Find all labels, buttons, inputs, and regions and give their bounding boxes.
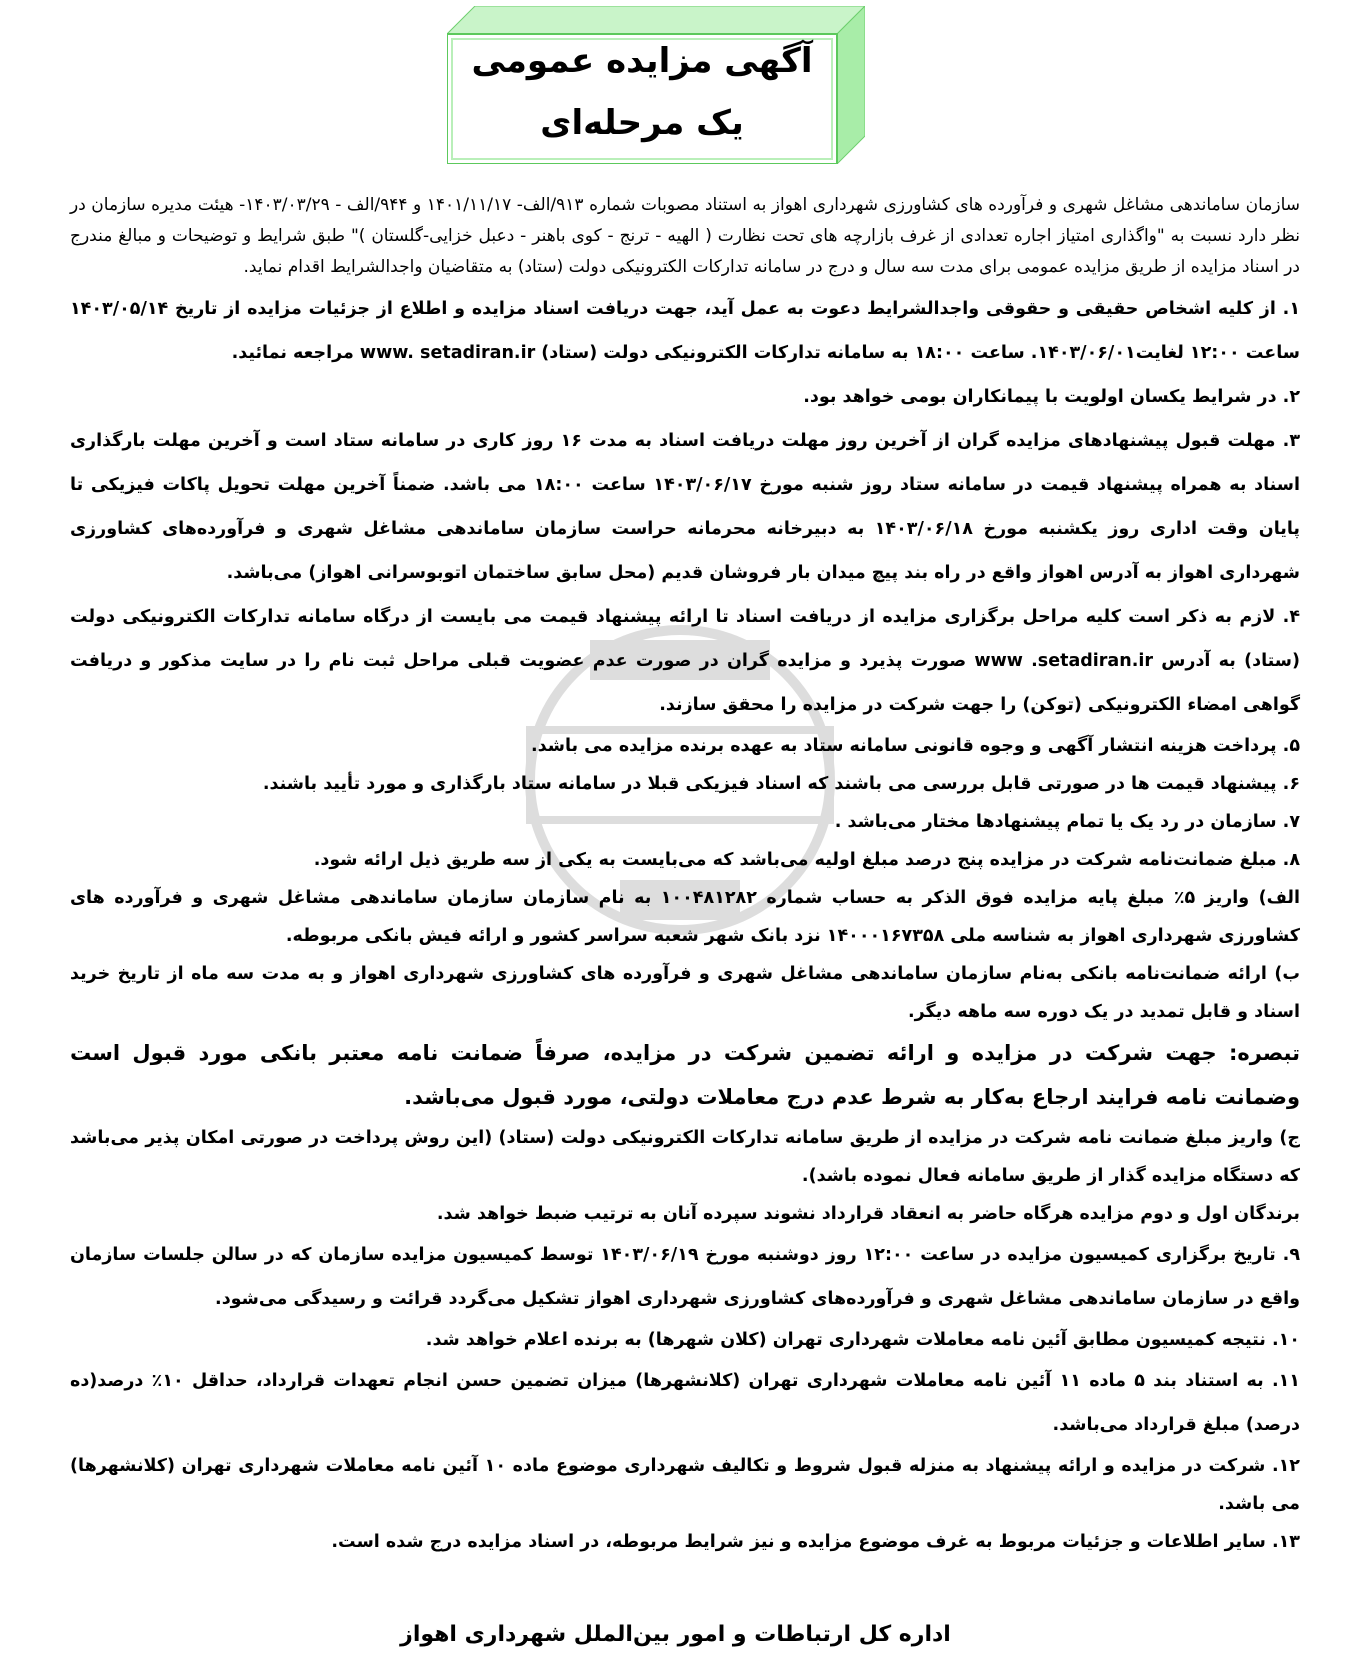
condition-item: ۱۳. سایر اطلاعات و جزئیات مربوط به غرف موضوع مزایده و نیز شرایط مربوطه، در اسناد مزایده درج شده است. — [331, 1532, 1300, 1552]
condition-item: ۷. سازمان در رد یک یا تمام پیشنهادها مختار می‌باشد . — [834, 812, 1300, 832]
footer-signature: اداره کل ارتباطات و امور بین‌الملل شهرداری اهواز — [400, 1622, 951, 1647]
title-line-2: یک مرحله‌ای — [540, 103, 744, 143]
condition-item: ۵. پرداخت هزینه انتشار آگهی و وجوه قانونی سامانه ستاد به عهده برنده مزایده می باشد. — [530, 736, 1300, 756]
guarantee-option-c: ج) واریز مبلغ ضمانت نامه شرکت در مزایده از طریق سامانه تدارکات الکترونیکی دولت (ستاد) (این روش پرداخت در صورتی امکان پذیر می‌باشد که دستگاه مزایده گذار از طریق سامانه فعال نموده باشد). — [70, 1128, 1300, 1186]
condition-item: ۱۲. شرکت در مزایده و ارائه پیشنهاد به منزله قبول شروط و تکالیف شهرداری موضوع ماده ۱۰ آئین نامه معاملات شهرداری تهران (کلانشهرها) می باشد. — [70, 1456, 1300, 1514]
intro-paragraph: سازمان ساماندهی مشاغل شهری و فرآورده های کشاورزی شهرداری اهواز به استناد مصوبات شماره ۹۱۳/الف- ۱۴۰۱/۱۱/۱۷ و ۹۴۴/الف - ۱۴۰۳/۰۳/۲۹- هیئت مدیره سازمان در نظر دارد نسبت به "واگذاری امتیاز اجاره تعدادی از غرف بازارچه های تحت نظارت ( الهیه - ترنج - کوی باهنر - دعبل خزایی-گلستان )" طبق شرایط و توضیحات و مبالغ مندرج در اسناد مزایده از طریق مزایده عمومی برای مدت سه سال و درج در سامانه تدارکات الکترونیکی دولت (ستاد) به متقاضیان واجدالشرایط اقدام نماید. — [70, 195, 1300, 277]
condition-item: ۶. پیشنهاد قیمت ها در صورتی قابل بررسی می باشند که اسناد فیزیکی قبلا در سامانه ستاد بارگذاری و مورد تأیید باشند. — [262, 774, 1300, 794]
condition-item: ۹. تاریخ برگزاری کمیسیون مزایده در ساعت ۱۲:۰۰ روز دوشنبه مورخ ۱۴۰۳/۰۶/۱۹ توسط کمیسیون مزایده سازمان که در سالن جلسات سازمان واقع در سازمان ساماندهی مشاغل شهری و فرآورده‌های کشاورزی شهرداری اهواز تشکیل می‌گردد قرائت و رسیدگی می‌شود. — [70, 1245, 1300, 1309]
title-box — [447, 6, 865, 164]
condition-item: ۱۰. نتیجه کمیسیون مطابق آئین نامه معاملات شهرداری تهران (کلان شهرها) به برنده اعلام خواهد شد. — [425, 1330, 1300, 1350]
condition-item: ۱. از کلیه اشخاص حقیقی و حقوقی واجدالشرایط دعوت به عمل آید، جهت دریافت اسناد مزایده و اطلاع از جزئیات مزایده از تاریخ ۱۴۰۳/۰۵/۱۴ ساعت ۱۲:۰۰ لغایت۱۴۰۳/۰۶/۰۱. ساعت ۱۸:۰۰ به سامانه تدارکات الکترونیکی دولت (ستاد) www. setadiran.ir مراجعه نمائید. — [70, 299, 1300, 363]
announcement-body — [70, 190, 1300, 1561]
note-paragraph: تبصره: جهت شرکت در مزایده و ارائه تضمین شرکت در مزایده، صرفاً ضمانت نامه معتبر بانکی مورد قبول است وضمانت نامه فرایند ارجاع به‌کار به شرط عدم درج معاملات دولتی، مورد قبول می‌باشد. — [70, 1041, 1300, 1109]
condition-item: ۴. لازم به ذکر است کلیه مراحل برگزاری مزایده از دریافت اسناد تا ارائه پیشنهاد قیمت می بایست از درگاه سامانه تدارکات الکترونیکی دولت (ستاد) به آدرس www .setadiran.ir صورت پذیرد و مزایده گران در صورت عدم عضویت قبلی مراحل ثبت نام را در سایت مذکور و دریافت گواهی امضاء الکترونیکی (توکن) را جهت شرکت در مزایده را محقق سازند. — [70, 607, 1300, 715]
announcement-title — [447, 30, 837, 154]
guarantee-option-a: الف) واریز ۵٪ مبلغ پایه مزایده فوق الذکر به حساب شماره ۱۰۰۴۸۱۲۸۲ به نام سازمان سازمان ساماندهی مشاغل شهری و فرآورده های کشاورزی شهرداری اهواز به شناسه ملی ۱۴۰۰۰۱۶۷۳۵۸ نزد بانک شهر شعبه سراسر کشور و ارائه فیش بانکی مربوطه. — [70, 888, 1300, 946]
condition-item: ۸. مبلغ ضمانت‌نامه شرکت در مزایده پنج درصد مبلغ اولیه می‌باشد که می‌بایست به یکی از سه طریق ذیل ارائه شود. — [313, 850, 1300, 870]
condition-item: ۲. در شرایط یکسان اولویت با پیمانکاران بومی خواهد بود. — [803, 387, 1300, 407]
title-line-1: آگهی مزایده عمومی — [471, 41, 813, 81]
condition-item: ۳. مهلت قبول پیشنهادهای مزایده گران از آخرین روز مهلت دریافت اسناد به مدت ۱۶ روز کاری در سامانه ستاد است و آخرین مهلت بارگذاری اسناد به همراه پیشنهاد قیمت در سامانه ستاد روز شنبه مورخ ۱۴۰۳/۰۶/۱۷ ساعت ۱۸:۰۰ می باشد. ضمناً آخرین مهلت تحویل پاکات فیزیکی تا پایان وقت اداری روز یکشنبه مورخ ۱۴۰۳/۰۶/۱۸ به دبیرخانه محرمانه حراست سازمان ساماندهی مشاغل شهری و فرآورده‌های کشاورزی شهرداری اهواز به آدرس اهواز واقع در راه بند پیچ میدان بار فروشان قدیم (محل سابق ساختمان اتوبوسرانی اهواز) می‌باشد. — [70, 431, 1301, 583]
guarantee-option-b: ب) ارائه ضمانت‌نامه بانکی به‌نام سازمان ساماندهی مشاغل شهری و فرآورده های کشاورزی شهرداری اهواز و به مدت سه ماه از تاریخ خرید اسناد و قابل تمدید در یک دوره سه ماهه دیگر. — [70, 964, 1300, 1022]
winners-paragraph: برندگان اول و دوم مزایده هرگاه حاضر به انعقاد قرارداد نشوند سپرده آنان به ترتیب ضبط خواهد شد. — [436, 1204, 1300, 1224]
condition-item: ۱۱. به استناد بند ۵ ماده ۱۱ آئین نامه معاملات شهرداری تهران (کلانشهرها) میزان تضمین حسن انجام تعهدات قرارداد، حداقل ۱۰٪ درصد(ده درصد) مبلغ قرارداد می‌باشد. — [70, 1371, 1300, 1435]
